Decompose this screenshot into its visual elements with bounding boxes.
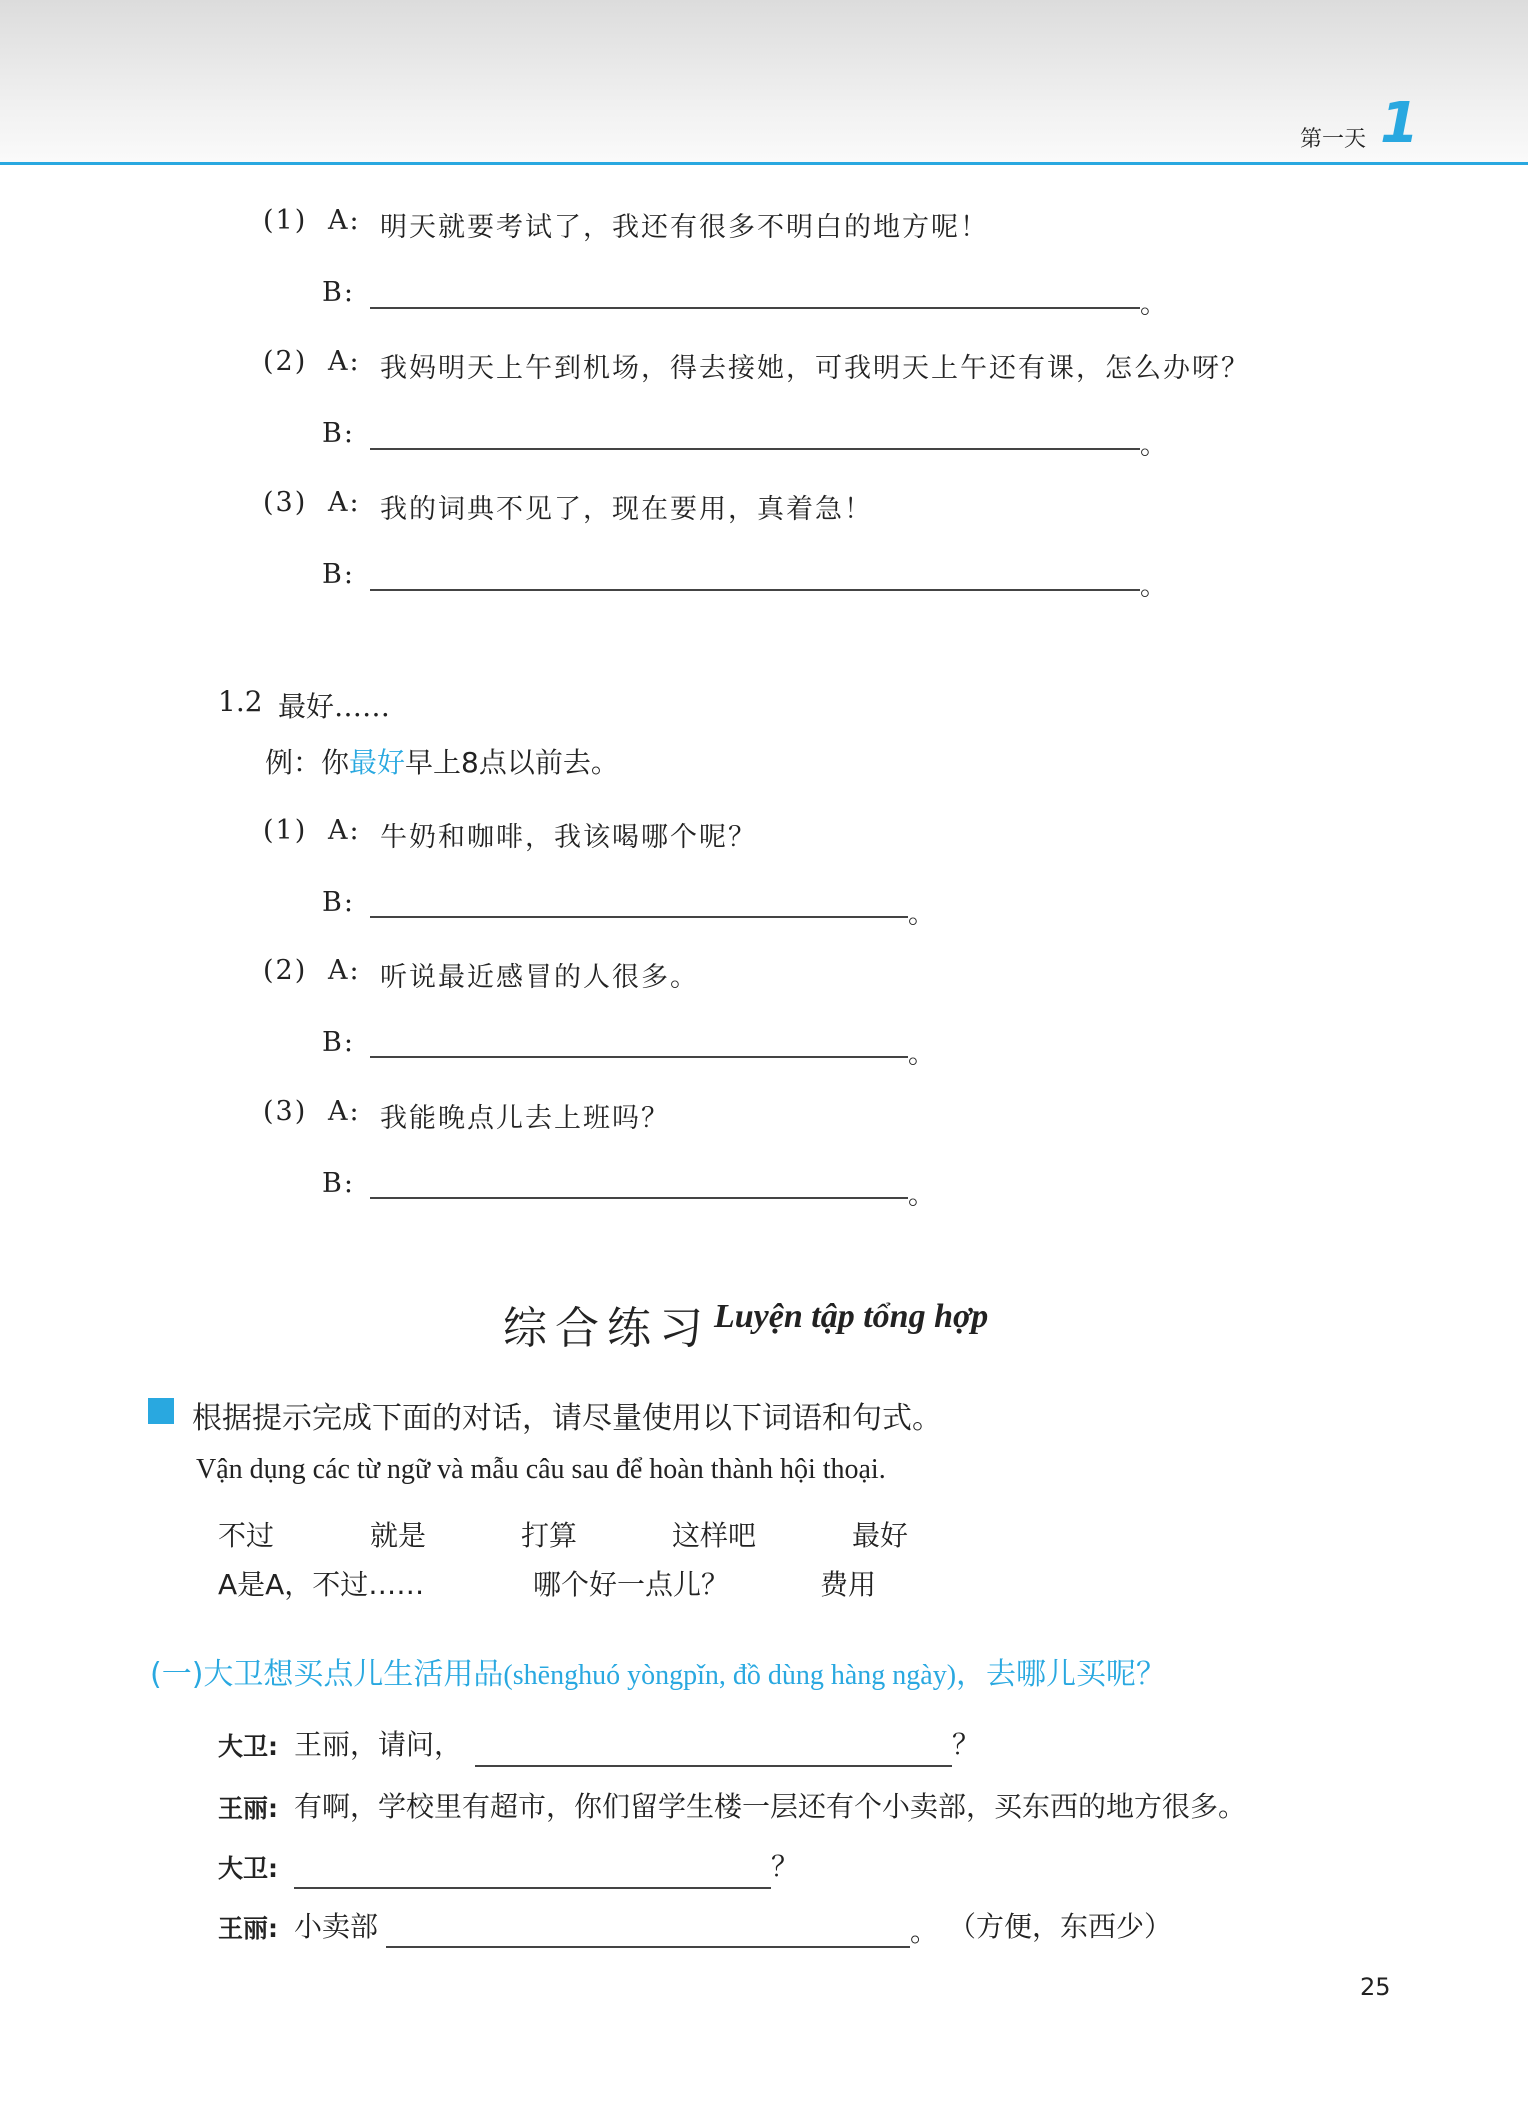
speaker-a-label: A: bbox=[328, 346, 361, 377]
dialog-end-mark: ？ bbox=[771, 1850, 800, 1883]
header-band bbox=[0, 0, 1528, 162]
dialog-end-mark: ？ bbox=[952, 1728, 981, 1761]
word-bank-item: 打算 bbox=[521, 1519, 578, 1552]
dialog-text: 小卖部 bbox=[294, 1910, 379, 1943]
word-bank-item: 费用 bbox=[820, 1568, 877, 1601]
header-day-label: 第一天 bbox=[1300, 127, 1367, 152]
speaker-a-label: A: bbox=[328, 1096, 361, 1127]
dialog-hint: （方便，东西少） bbox=[948, 1910, 1173, 1943]
exercise-number: (2) bbox=[263, 346, 308, 377]
answer-end-mark: 。 bbox=[1140, 430, 1167, 461]
example-prefix: 例：你 bbox=[265, 746, 350, 779]
answer-blank[interactable] bbox=[475, 1765, 952, 1767]
dialog-text: 有啊，学校里有超市，你们留学生楼一层还有个小卖部，买东西的地方很多。 bbox=[294, 1790, 1247, 1823]
exercise-number: (1) bbox=[263, 815, 308, 846]
prompt-a-text: 我妈明天上午到机场，得去接她，可我明天上午还有课，怎么办呀？ bbox=[380, 353, 1250, 384]
word-bank-item: 最好 bbox=[852, 1519, 909, 1552]
answer-end-mark: 。 bbox=[908, 899, 935, 930]
speaker-b-label: B: bbox=[322, 1168, 355, 1199]
subsection-heading bbox=[150, 1649, 1166, 1693]
word-bank-item: 就是 bbox=[370, 1519, 427, 1552]
dialog-speaker: 王丽: bbox=[218, 1914, 278, 1943]
word-bank-item: 这样吧 bbox=[672, 1519, 757, 1552]
subsection-pinyin: (shēnghuó yòngpǐn, đồ dùng hàng ngày) bbox=[503, 1660, 957, 1691]
prompt-a-text: 我的词典不见了，现在要用，真着急！ bbox=[380, 494, 873, 525]
example-highlight: 最好 bbox=[349, 746, 406, 779]
instruction-cn: 根据提示完成下面的对话，请尽量使用以下词语和句式。 bbox=[192, 1401, 942, 1436]
practice-title-cn: 综合练习 bbox=[503, 1303, 711, 1354]
instruction-bullet-icon bbox=[148, 1398, 174, 1424]
answer-blank[interactable] bbox=[386, 1946, 910, 1948]
dialog-speaker: 王丽: bbox=[218, 1794, 278, 1823]
header-day-number: 1 bbox=[1380, 91, 1419, 156]
answer-blank[interactable] bbox=[294, 1887, 771, 1889]
speaker-b-label: B: bbox=[322, 559, 355, 590]
dialog-text: 王丽，请问， bbox=[294, 1728, 463, 1761]
example-sentence bbox=[265, 741, 619, 781]
answer-blank[interactable] bbox=[370, 307, 1140, 309]
word-bank-item: 不过 bbox=[218, 1519, 275, 1552]
speaker-a-label: A: bbox=[328, 487, 361, 518]
dialog-speaker: 大卫: bbox=[218, 1854, 278, 1883]
speaker-b-label: B: bbox=[322, 277, 355, 308]
prompt-a-text: 我能晚点儿去上班吗？ bbox=[380, 1103, 670, 1134]
answer-end-mark: 。 bbox=[1140, 571, 1167, 602]
practice-title-vn: Luyện tập tổng hợp bbox=[714, 1298, 989, 1335]
example-suffix: 早上8点以前去。 bbox=[405, 746, 619, 779]
answer-blank[interactable] bbox=[370, 589, 1140, 591]
answer-end-mark: 。 bbox=[1140, 289, 1167, 320]
prompt-a-text: 明天就要考试了，我还有很多不明白的地方呢！ bbox=[380, 212, 989, 243]
exercise-number: (3) bbox=[263, 1096, 308, 1127]
exercise-number: (2) bbox=[263, 955, 308, 986]
speaker-b-label: B: bbox=[322, 887, 355, 918]
instruction-vn: Vận dụng các từ ngữ và mẫu câu sau để hoàn thành hội thoại. bbox=[196, 1454, 886, 1485]
speaker-a-label: A: bbox=[328, 205, 361, 236]
header-divider bbox=[0, 162, 1528, 165]
dialog-end-mark: 。 bbox=[910, 1915, 939, 1948]
answer-blank[interactable] bbox=[370, 448, 1140, 450]
word-bank-item: 哪个好一点儿？ bbox=[533, 1568, 730, 1601]
section-title: 最好…… bbox=[278, 690, 391, 723]
speaker-b-label: B: bbox=[322, 418, 355, 449]
speaker-a-label: A: bbox=[328, 955, 361, 986]
exercise-number: (3) bbox=[263, 487, 308, 518]
exercise-number: (1) bbox=[263, 205, 308, 236]
subsection-label: (一)大卫想买点儿生活用品 bbox=[150, 1657, 504, 1692]
page-number: 25 bbox=[1360, 1973, 1391, 2001]
answer-blank[interactable] bbox=[370, 916, 908, 918]
answer-blank[interactable] bbox=[370, 1197, 908, 1199]
word-bank-item: A是A，不过…… bbox=[218, 1568, 425, 1601]
prompt-a-text: 听说最近感冒的人很多。 bbox=[380, 962, 699, 993]
speaker-a-label: A: bbox=[328, 815, 361, 846]
prompt-a-text: 牛奶和咖啡，我该喝哪个呢？ bbox=[380, 822, 757, 853]
answer-blank[interactable] bbox=[370, 1056, 908, 1058]
speaker-b-label: B: bbox=[322, 1027, 355, 1058]
subsection-tail: ，去哪儿买呢？ bbox=[956, 1657, 1167, 1692]
answer-end-mark: 。 bbox=[908, 1039, 935, 1070]
section-number: 1.2 bbox=[218, 685, 263, 718]
dialog-speaker: 大卫: bbox=[218, 1732, 278, 1761]
answer-end-mark: 。 bbox=[908, 1180, 935, 1211]
